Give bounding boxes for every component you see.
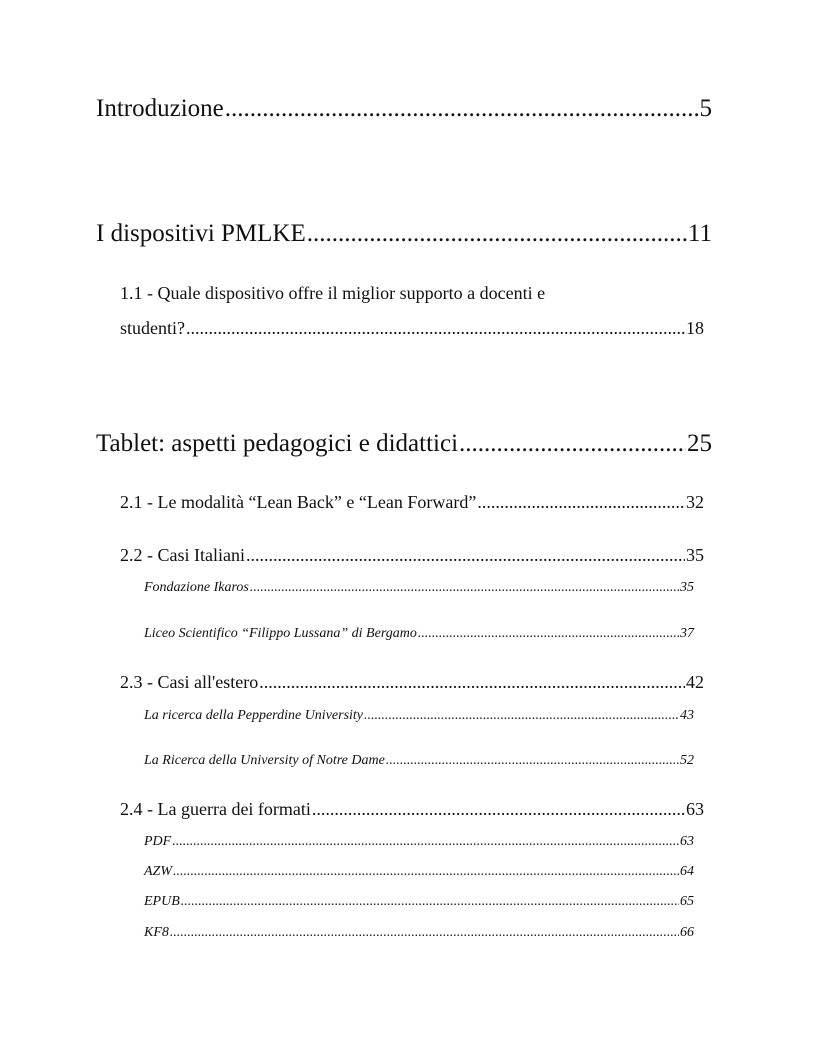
toc-page-number: 52 [680, 753, 694, 768]
toc-title: I dispositivi PMLKE [96, 220, 306, 247]
toc-entry-2-2[interactable] [120, 545, 704, 566]
toc-title: AZW [144, 864, 172, 879]
toc-title: La Ricerca della University of Notre Dame [144, 753, 385, 768]
toc-leader-dots [181, 894, 679, 910]
toc-entry-1-1-line1[interactable]: 1.1 - Quale dispositivo offre il miglior supporto a docenti e [120, 283, 546, 303]
toc-title: 2.4 - La guerra dei formati [120, 799, 311, 819]
toc-page-number: 25 [687, 430, 712, 457]
toc-entry-notre-dame[interactable] [144, 753, 694, 769]
toc-title: 2.2 - Casi Italiani [120, 545, 245, 565]
toc-title: EPUB [144, 894, 180, 909]
toc-leader-dots [307, 220, 687, 248]
toc-leader-dots [250, 580, 679, 596]
toc-page-number: 35 [686, 545, 704, 565]
toc-entry-epub[interactable] [144, 894, 694, 910]
toc-entry-introduzione[interactable] [96, 95, 712, 123]
toc-entry-chapter-1[interactable] [96, 220, 712, 248]
toc-entry-pepperdine[interactable] [144, 708, 694, 724]
toc-title: Fondazione Ikaros [144, 580, 249, 595]
toc-title: KF8 [144, 925, 169, 940]
toc-leader-dots [246, 545, 685, 566]
toc-page-number: 11 [687, 220, 712, 247]
toc-leader-dots [477, 492, 685, 513]
toc-entry-kf8[interactable] [144, 925, 694, 941]
toc-leader-dots [386, 753, 679, 769]
toc-leader-dots [173, 864, 679, 880]
toc-page-number: 37 [680, 626, 694, 641]
toc-page-number: 43 [680, 708, 694, 723]
toc-page-number: 42 [686, 672, 704, 692]
toc-page-number: 32 [686, 492, 704, 512]
toc-page-number: 63 [686, 799, 704, 819]
toc-leader-dots [172, 834, 679, 850]
toc-page-number: 66 [680, 925, 694, 940]
toc-title: Tablet: aspetti pedagogici e didattici [96, 430, 459, 457]
toc-entry-2-3[interactable] [120, 672, 704, 693]
toc-entry-fondazione-ikaros[interactable] [144, 580, 694, 596]
toc-page-number: 18 [686, 318, 704, 338]
toc-page-number: 64 [680, 864, 694, 879]
toc-entry-azw[interactable] [144, 864, 694, 880]
toc-leader-dots [259, 672, 685, 693]
toc-title: PDF [144, 834, 172, 849]
toc-entry-chapter-2[interactable] [96, 430, 712, 458]
toc-leader-dots [459, 430, 686, 458]
toc-page-number: 5 [699, 95, 712, 122]
toc-title: Introduzione [96, 95, 224, 122]
toc-entry-1-1[interactable] [120, 318, 704, 339]
toc-leader-dots [225, 95, 699, 123]
toc-entry-2-1[interactable] [120, 492, 704, 513]
toc-page-number: 63 [680, 834, 694, 849]
toc-leader-dots [186, 318, 685, 339]
toc-page-number: 65 [680, 894, 694, 909]
toc-title: 2.3 - Casi all'estero [120, 672, 259, 692]
toc-title: La ricerca della Pepperdine University [144, 708, 364, 723]
toc-leader-dots [312, 799, 685, 820]
toc-entry-liceo-lussana[interactable] [144, 626, 694, 642]
toc-title: Liceo Scientifico “Filippo Lussana” di Bergamo [144, 626, 417, 641]
toc-leader-dots [418, 626, 679, 642]
toc-title: 2.1 - Le modalità “Lean Back” e “Lean Forward” [120, 492, 477, 512]
toc-entry-2-4[interactable] [120, 799, 704, 820]
toc-title: studenti? [120, 318, 185, 338]
toc-leader-dots [364, 708, 679, 724]
toc-leader-dots [170, 925, 679, 941]
toc-page-number: 35 [680, 580, 694, 595]
toc-entry-pdf[interactable] [144, 834, 694, 850]
